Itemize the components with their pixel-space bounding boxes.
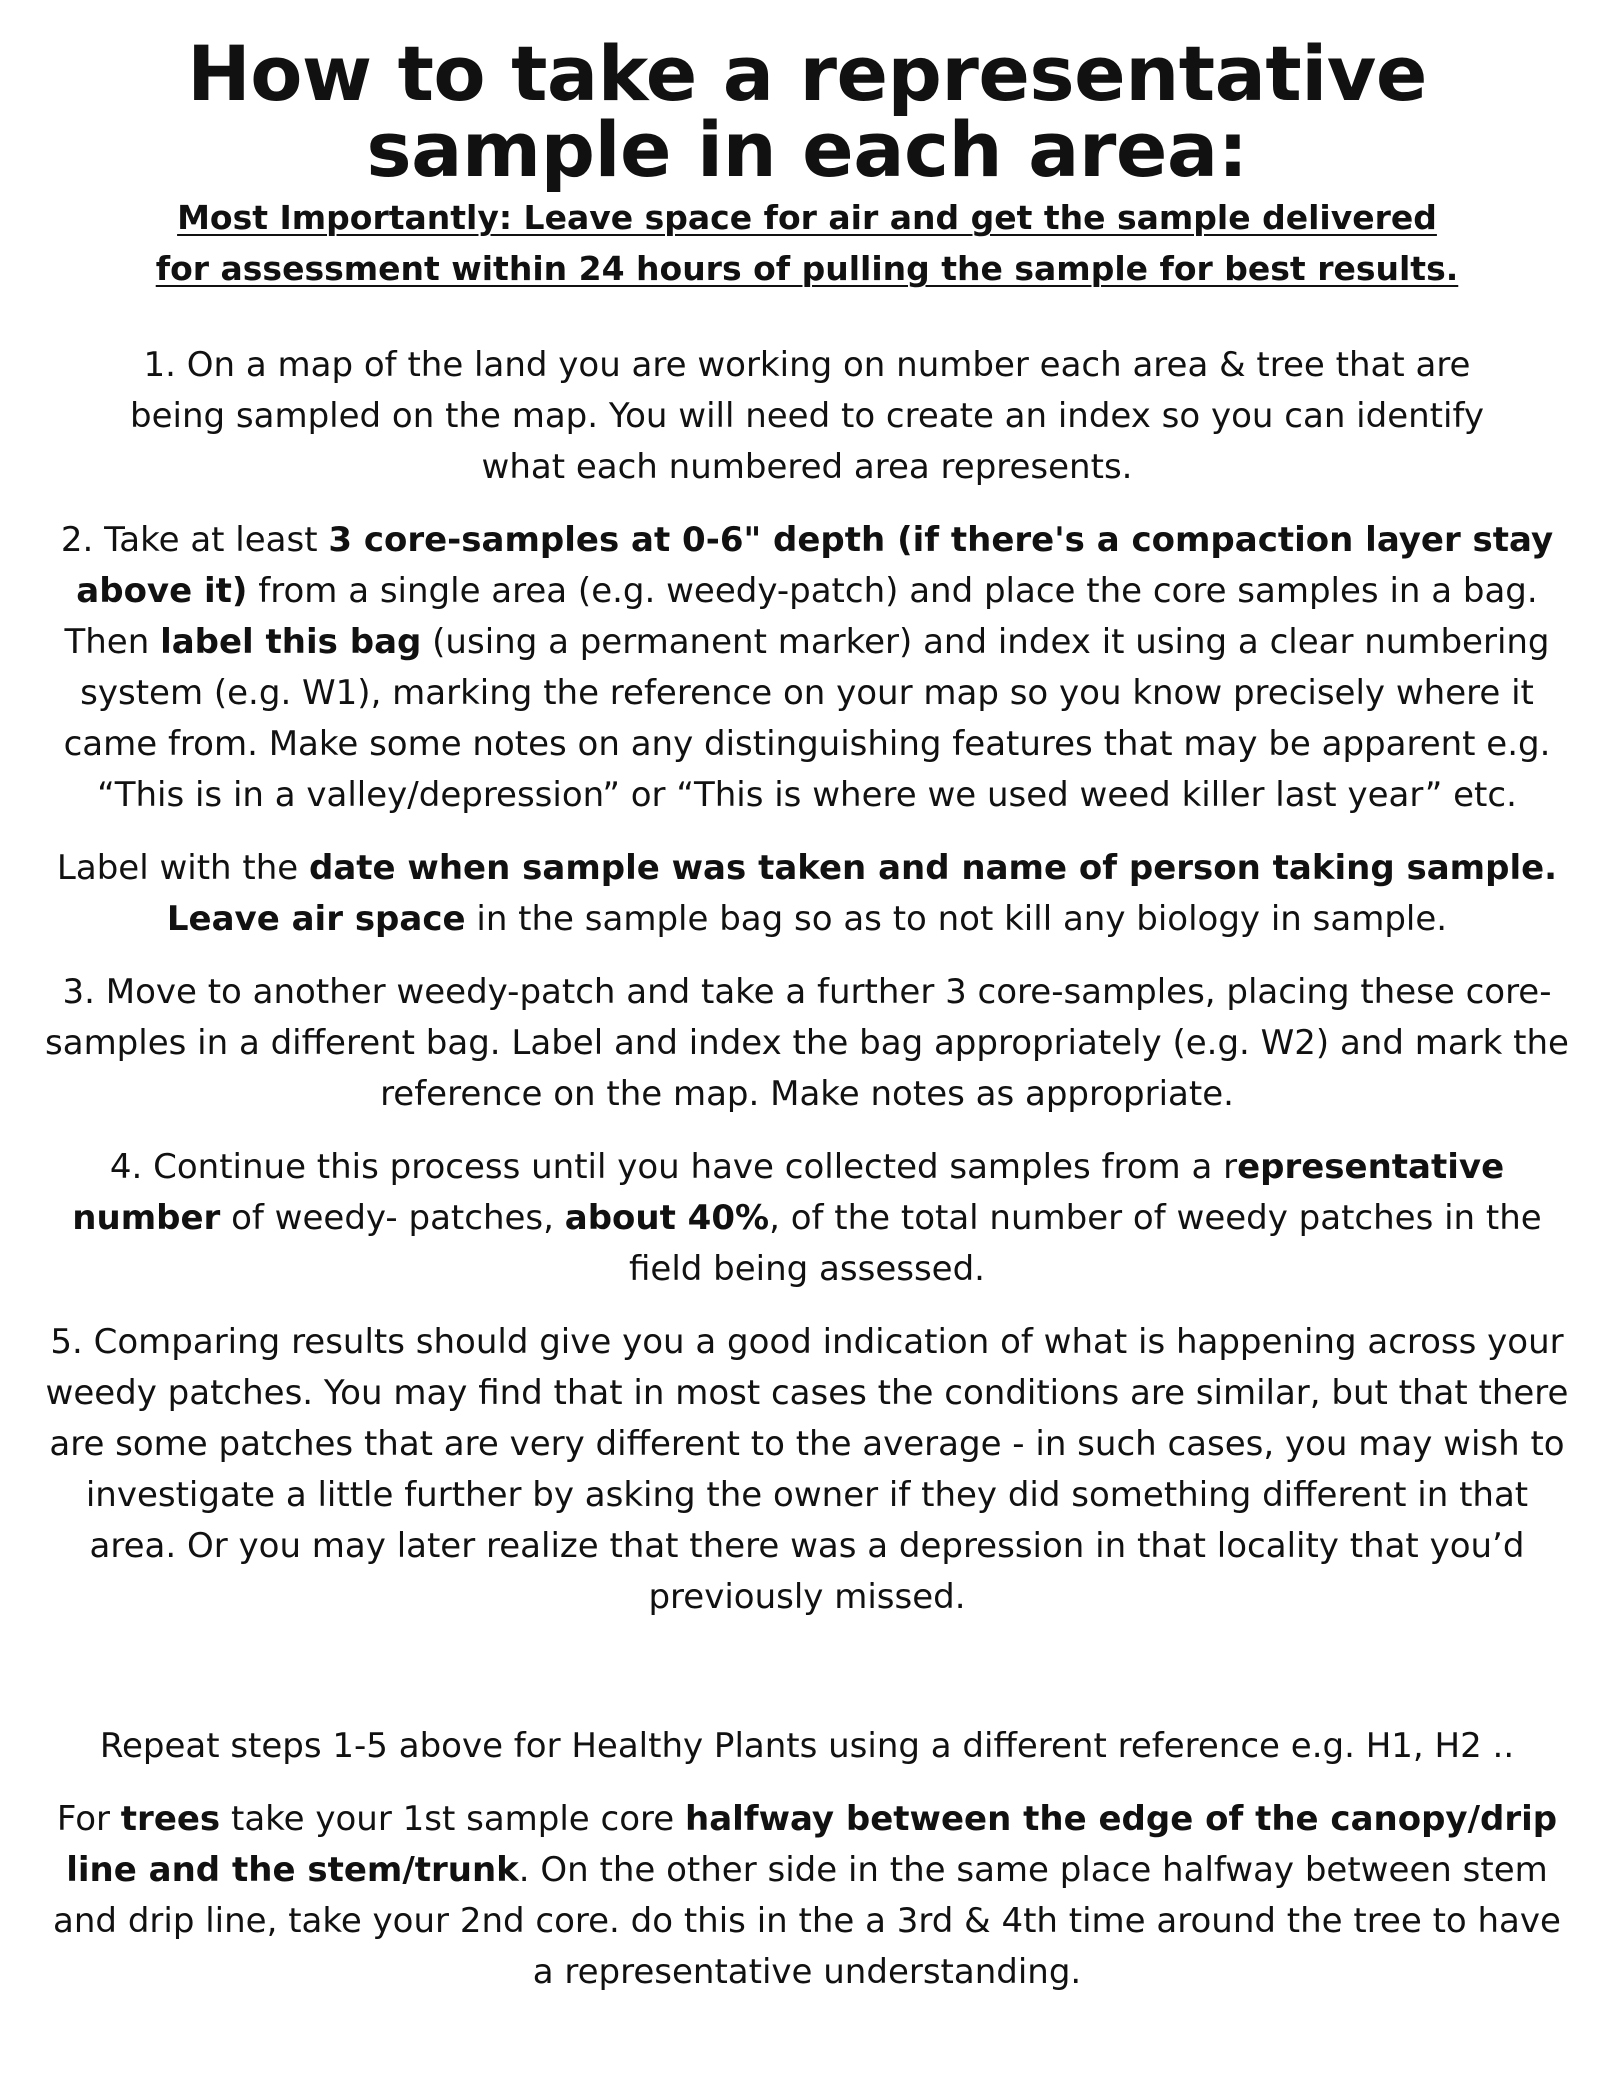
important-note-line-1: Most Importantly: Leave space for air and get the sample delivered xyxy=(177,198,1437,237)
important-note xyxy=(40,192,1574,294)
step-5 xyxy=(40,1317,1574,1623)
important-note-line-2: for assessment within 24 hours of pulling the sample for best results. xyxy=(155,249,1459,288)
title-line-1: How to take a representative xyxy=(187,29,1427,118)
step-4-text-a: 4. Continue this process until you have collected samples from a r xyxy=(109,1147,1238,1187)
step-4 xyxy=(40,1142,1574,1295)
label-note-bold-air: Leave air space xyxy=(166,899,466,939)
label-note xyxy=(40,843,1574,945)
step-5-text: 5. Comparing results should give you a good indication of what is happening across your weedy patches. You may find that in most cases the conditions are similar, but that there are some patches that are very different to the average - in such cases, you may wish to investigate a little further by asking the owner if they did something different in that area. Or you may later realize that there was a depression in that locality that you’d previously missed. xyxy=(45,1322,1569,1617)
step-1-text: 1. On a map of the land you are working on number each area & tree that are being sampled on the map. You will need to create an index so you can identify what each numbered area represents. xyxy=(130,345,1484,487)
step-3-text: 3. Move to another weedy-patch and take a further 3 core-samples, placing these core-samples in a different bag. Label and index the bag appropriately (e.g. W2) and mark the reference on the map. Make notes as appropriate. xyxy=(45,972,1569,1114)
step-1 xyxy=(40,340,1574,493)
trees-note-text-c: take your 1st sample core xyxy=(220,1799,685,1839)
title-line-2: sample in each area: xyxy=(366,105,1248,194)
step-2-text-c: from a single area (e.g. weedy-patch) and place the core samples in a bag. Then xyxy=(64,571,1538,662)
step-4-text-e: , of the total number of weedy patches in the field being assessed. xyxy=(629,1198,1542,1289)
label-note-bold-date: date when sample was taken and name of person taking sample. xyxy=(309,848,1558,888)
step-2-text-a: 2. Take at least xyxy=(60,520,329,560)
step-2 xyxy=(40,515,1574,821)
label-note-text-a: Label with the xyxy=(56,848,309,888)
label-note-text-d: in the sample bag so as to not kill any biology in sample. xyxy=(465,899,1448,939)
page-title xyxy=(40,29,1574,194)
trees-note-bold-halfway: halfway between the edge of the canopy/drip line and the stem/trunk xyxy=(66,1799,1558,1890)
document-page xyxy=(40,0,1574,1998)
step-3 xyxy=(40,967,1574,1120)
trees-note-bold-trees: trees xyxy=(120,1799,221,1839)
trees-note-text-e: . On the other side in the same place halfway between stem and drip line, take your 2nd core. do this in the a 3rd & 4th time around the tree to have a representative understanding. xyxy=(53,1850,1561,1992)
step-2-bold-depth: 3 core-samples at 0-6" depth (if there's a compaction layer stay above it) xyxy=(76,520,1554,611)
step-4-text-c: of weedy- patches, xyxy=(220,1198,565,1238)
trees-note xyxy=(40,1794,1574,1998)
step-4-bold-representative: epresentative number xyxy=(72,1147,1505,1238)
step-4-bold-percent: about 40% xyxy=(564,1198,770,1238)
trees-note-text-a: For xyxy=(56,1799,121,1839)
repeat-note-text: Repeat steps 1-5 above for Healthy Plants using a different reference e.g. H1, H2 .. xyxy=(99,1726,1515,1766)
repeat-note xyxy=(40,1721,1574,1772)
step-2-bold-label: label this bag xyxy=(160,622,422,662)
step-2-text-e: (using a permanent marker) and index it using a clear numbering system (e.g. W1), marking the reference on your map so you know precisely where it came from. Make some notes on any distinguishing features that may be apparent e.g. “This is in a valley/depression” or “This is where we used weed killer last year” etc. xyxy=(63,622,1551,815)
